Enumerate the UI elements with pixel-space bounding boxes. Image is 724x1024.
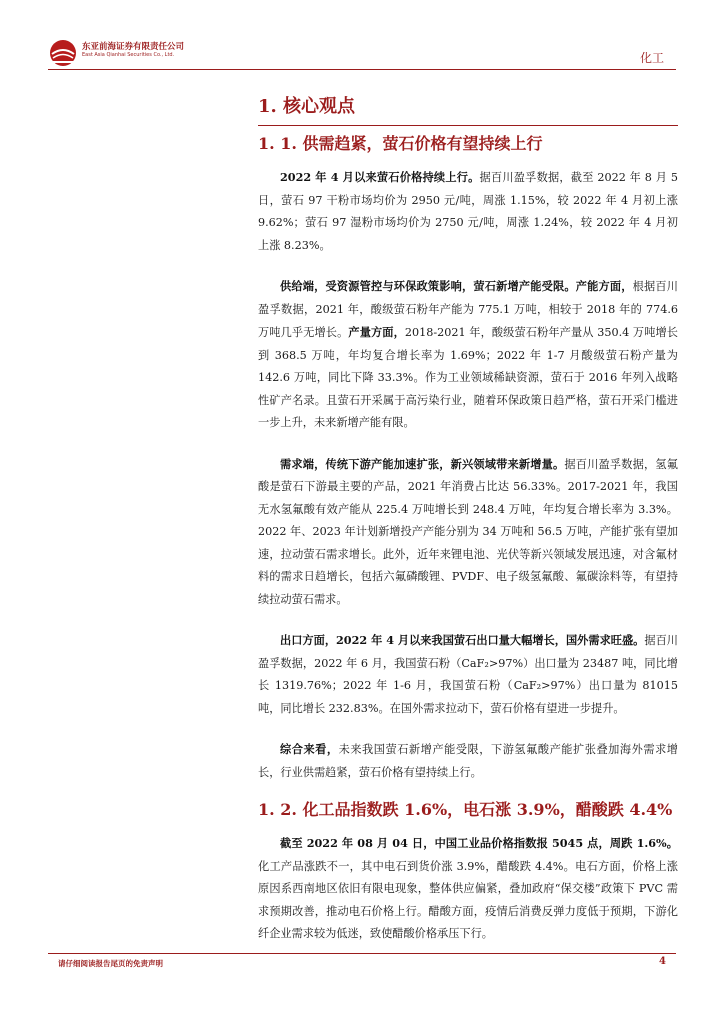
footer-divider	[48, 953, 676, 954]
paragraph-lead: 出口方面，2022 年 4 月以来我国萤石出口量大幅增长，国外需求旺盛。	[280, 633, 645, 647]
paragraph-demand	[258, 453, 678, 612]
paragraph-body: 据百川盈孚数据，截至 2022 年 8 月 5 日，萤石 97 干粉市场均价为 2950 元/吨，周涨 1.15%，较 2022 年 4 月初上涨 9.62%；萤石 97 湿粉市场均价为 2750 元/吨，周涨 1.24%，较 2022 年 4 月初上涨 8.23%。	[258, 171, 678, 252]
subsection-title-chem-index: 1. 2. 化工品指数跌 1.6%，电石涨 3.9%，醋酸跌 4.4%	[258, 800, 673, 819]
paragraph-lead: 产量方面，	[348, 325, 405, 339]
page-header	[0, 0, 724, 70]
section-title-underline	[258, 125, 678, 126]
subsection-title-fluorite: 1. 1. 供需趋紧，萤石价格有望持续上行	[258, 134, 543, 153]
paragraph-lead: 需求端，传统下游产能加速扩张，新兴领域带来新增量。	[280, 456, 565, 471]
sector-label: 化工	[639, 51, 664, 65]
disclaimer-note: 请仔细阅读报告尾页的免责声明	[58, 959, 163, 968]
page-number: 4	[659, 956, 666, 967]
paragraph-lead: 2022 年 4 月以来萤石价格持续上行。	[280, 170, 480, 184]
paragraph-lead: 截至 2022 年 08 月 04 日，中国工业品价格指数报 5045 点，周跌 1.6%。	[280, 836, 678, 850]
main-content	[258, 92, 678, 964]
paragraph-lead: 综合来看，	[280, 742, 339, 756]
paragraph-body: 据百川盈孚数据，氢氟酸是萤石下游最主要的产品，2021 年消费占比达 56.33%。2017-2021 年，我国无水氢氟酸有效产能从 225.4 万吨增长到 248.4 万吨，年均复合增长率为 3.3%。2022 年、2023 年计划新增投产产能分别为 34 万吨和 56.5 万吨，产能扩张有望加速，拉动萤石需求增长。此外，近年来锂电池、光伏等新兴领域发展迅速，对含氟材料的需求日趋增长，包括六氟磷酸锂、PVDF、电子级氢氟酸、氟碳涂料等，有望持续拉动萤石需求。	[258, 457, 678, 606]
company-logo-icon	[48, 38, 78, 68]
paragraph-lead: 供给端，受资源管控与环保政策影响，萤石新增产能受限。产能方面，	[280, 279, 633, 293]
section-title-core-views: 1. 核心观点	[258, 96, 356, 117]
company-name-en: East Asia Qianhai Securities Co., Ltd.	[82, 52, 175, 58]
paragraph-body: 据百川盈孚数据，2022 年 6 月，我国萤石粉（CaF₂>97%）出口量为 23487 吨，同比增长 1319.76%；2022 年 1-6 月，我国萤石粉（CaF₂>97%）出口量为 81015 吨，同比增长 232.83%。在国外需求拉动下，萤石价格有望进一步提升。	[258, 634, 678, 715]
paragraph-summary	[258, 738, 678, 784]
paragraph-body: 未来我国萤石新增产能受限，下游氢氟酸产能扩张叠加海外需求增长，行业供需趋紧，萤石价格有望持续上行。	[258, 743, 678, 779]
paragraph-export	[258, 629, 678, 720]
paragraph-chem-index	[258, 832, 678, 946]
header-divider	[48, 69, 676, 70]
paragraph-body: 2018-2021 年，酸级萤石粉年产量从 350.4 万吨增长到 368.5 万吨，年均复合增长率为 1.69%；2022 年 1-7 月酸级萤石粉产量为 142.6 万吨，同比下降 33.3%。作为工业领域稀缺资源，萤石于 2016 年列入战略性矿产名录。且萤石开采属于高污染行业，随着环保政策日趋严格，萤石开采门槛进一步上升，未来新增产能有限。	[258, 326, 678, 429]
company-name-cn: 东亚前海证券有限责任公司	[82, 42, 185, 52]
paragraph-body: 根据百川盈孚数据，2021 年，酸级萤石粉年产能为 775.1 万吨，相较于 2018 年的 774.6 万吨几乎无增长。	[258, 280, 678, 339]
paragraph-price-trend	[258, 166, 678, 257]
paragraph-body: 化工产品涨跌不一，其中电石到货价涨 3.9%，醋酸跌 4.4%。电石方面，价格上涨原因系西南地区依旧有限电现象，整体供应偏紧，叠加政府“保交楼”政策下 PVC 需求预期改善，推动电石价格上行。醋酸方面，疫情后消费反弹力度低于预期，下游化纤企业需求较为低迷，致使醋酸价格承压下行。	[258, 859, 678, 940]
paragraph-supply	[258, 275, 678, 435]
